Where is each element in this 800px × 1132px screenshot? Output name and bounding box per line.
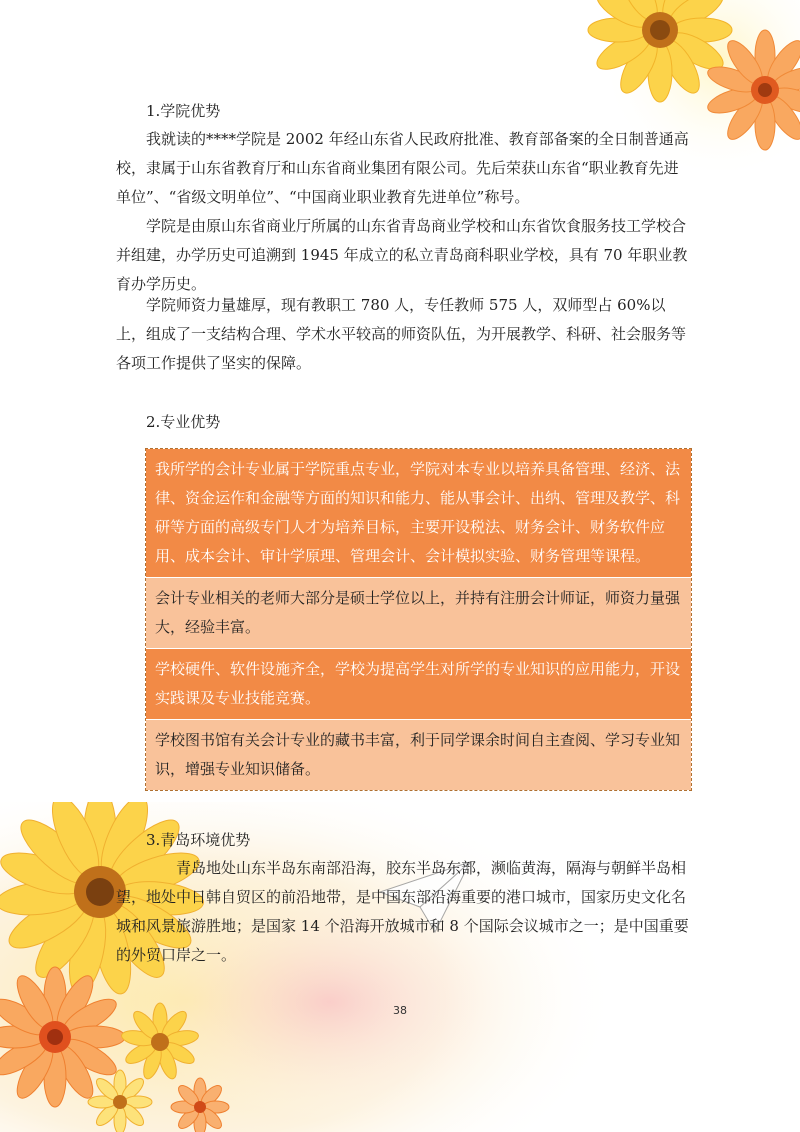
section-heading-college: 1.学院优势 [146, 102, 221, 120]
page-number: 38 [393, 1004, 407, 1017]
major-advantage-table [145, 448, 692, 791]
section-heading-qingdao: 3.青岛环境优势 [146, 831, 251, 849]
major-box-teachers: 会计专业相关的老师大部分是硕士学位以上，并持有注册会计师证，师资力量强大，经验丰富。 [146, 577, 691, 648]
major-box-library: 学校图书馆有关会计专业的藏书丰富，利于同学课余时间自主查阅、学习专业知识，增强专业知识储备。 [146, 719, 691, 790]
section-heading-major: 2.专业优势 [146, 413, 221, 431]
paragraph-qingdao: 青岛地处山东半岛东南部沿海，胶东半岛东部，濒临黄海，隔海与朝鲜半岛相望，地处中日韩自贸区的前沿地带，是中国东部沿海重要的港口城市，国家历史文化名城和风景旅游胜地；是国家 14 个沿海开放城市和 8 个国际会议城市之一；是中国重要的外贸口岸之一。 [116, 859, 689, 964]
paragraph-college-history: 学院是由原山东省商业厅所属的山东省青岛商业学校和山东省饮食服务技工学校合并组建，办学历史可追溯到 1945 年成立的私立青岛商科职业学校，具有 70 年职业教育办学历史。 [116, 217, 688, 293]
major-box-curriculum: 我所学的会计专业属于学院重点专业，学院对本专业以培养具备管理、经济、法律、资金运作和金融等方面的知识和能力、能从事会计、出纳、管理及教学、科研等方面的高级专门人才为培养目标，主要开设税法、财务会计、财务软件应用、成本会计、审计学原理、管理会计、会计模拟实验、财务管理等课程。 [146, 449, 691, 577]
paragraph-college-faculty: 学院师资力量雄厚，现有教职工 780 人，专任教师 575 人，双师型占 60%以上，组成了一支结构合理、学术水平较高的师资队伍，为开展教学、科研、社会服务等各项工作提供了坚实的保障。 [116, 296, 687, 372]
paragraph-college-intro: 我就读的****学院是 2002 年经山东省人民政府批准、教育部备案的全日制普通高校，隶属于山东省教育厅和山东省商业集团有限公司。先后荣获山东省“职业教育先进单位”、“省级文明单位”、“中国商业职业教育先进单位”称号。 [116, 130, 689, 206]
major-box-facilities: 学校硬件、软件设施齐全，学校为提高学生对所学的专业知识的应用能力，开设实践课及专业技能竞赛。 [146, 648, 691, 719]
